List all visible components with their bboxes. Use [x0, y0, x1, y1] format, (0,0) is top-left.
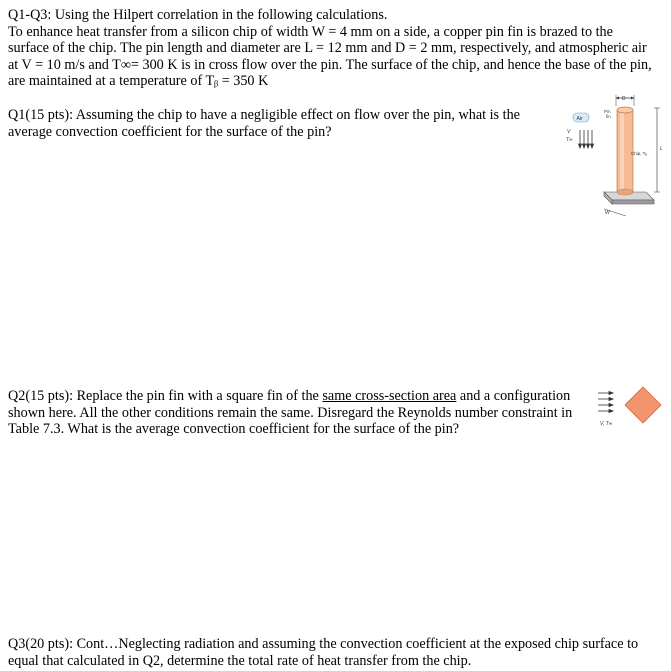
- question-1: [8, 107, 520, 140]
- q2-line: [8, 388, 572, 405]
- t-label: T∞: [566, 137, 573, 143]
- q3-line: equal that calculated in Q2, determine the total rate of heat transfer from the chip.: [8, 652, 472, 669]
- pin-label: Pin: [604, 109, 611, 114]
- intro-line: are maintained at a temperature of Tᵦ = 350 K: [8, 73, 269, 90]
- l-label: L: [660, 146, 663, 152]
- d-label: D: [622, 96, 626, 102]
- problem-statement: [8, 7, 652, 90]
- flow-arrows: [598, 392, 613, 413]
- q1-line: Q1(15 pts): Assuming the chip to have a negligible effect on flow over the pin, what is the: [8, 107, 520, 123]
- intro-line: at V = 10 m/s and T∞= 300 K is in cross flow over the pin. The surface of the chip, and hence the base of the pin,: [8, 56, 652, 73]
- intro-line: To enhance heat transfer from a silicon chip of width W = 4 mm on a side, a copper pin fin is brazed to the: [8, 23, 613, 40]
- intro-line: surface of the chip. The pin length and diameter are L = 12 mm and D = 2 mm, respectively, and atmospheric air: [8, 40, 647, 57]
- flow-arrows: [579, 130, 594, 148]
- q1-line: average convection coefficient for the surface of the pin?: [8, 123, 332, 140]
- question-2: [8, 388, 572, 438]
- square-fin-diamond: [625, 387, 661, 423]
- chip-label: Chip, Tᵦ: [631, 151, 648, 156]
- fin-label: fin: [606, 114, 611, 119]
- square-fin-figure: [592, 384, 666, 436]
- question-3: [8, 636, 638, 669]
- w-label: W: [605, 210, 610, 216]
- q2-line1-post: and a configuration: [456, 388, 571, 404]
- pin-fin-figure: [560, 92, 666, 218]
- q3-line: Q3(20 pts): Cont…Neglecting radiation and assuming the convection coefficient at the exposed chip surface to: [8, 636, 639, 652]
- q2-underlined-phrase: same cross-section area: [322, 388, 457, 404]
- intro-line: Q1-Q3: Using the Hilpert correlation in the following calculations.: [8, 7, 388, 23]
- vt-label: V, T∞: [600, 421, 613, 427]
- q2-line: shown here. All the other conditions remain the same. Disregard the Reynolds number constraint in: [8, 404, 573, 421]
- q2-line: Table 7.3. What is the average convection coefficient for the surface of the pin?: [8, 421, 460, 438]
- v-label: V: [567, 129, 571, 135]
- q2-line1-pre: Q2(15 pts): Replace the pin fin with a square fin of the: [8, 388, 323, 404]
- air-label: Air: [576, 116, 583, 122]
